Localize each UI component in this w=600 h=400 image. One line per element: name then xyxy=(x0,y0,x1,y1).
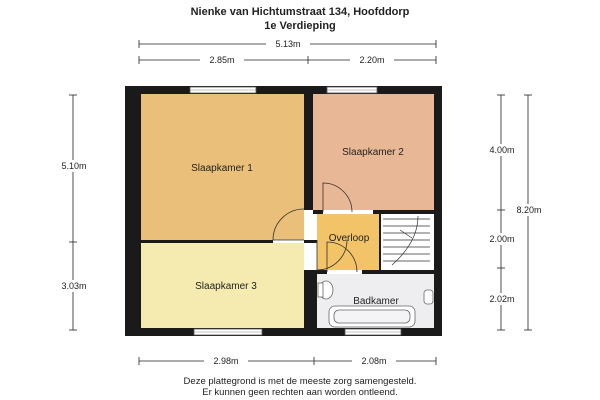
address-title: Nienke van Hichtumstraat 134, Hoofddorp xyxy=(190,6,410,18)
dim-right-total: 8.20m xyxy=(516,205,542,215)
sink xyxy=(424,290,433,304)
label-slaapkamer-3: Slaapkamer 3 xyxy=(195,281,257,292)
label-badkamer: Badkamer xyxy=(353,296,399,307)
dim-bottom-left: 2.98m xyxy=(213,356,239,366)
dim-right-2: 2.00m xyxy=(489,234,515,244)
disclaimer-line-1: Deze plattegrond is met de meeste zorg samengesteld. xyxy=(183,376,417,387)
dim-top-left: 2.85m xyxy=(209,55,235,65)
dim-top-right: 2.20m xyxy=(359,55,385,65)
label-slaapkamer-2: Slaapkamer 2 xyxy=(342,147,404,158)
dim-top-total: 5.13m xyxy=(275,39,301,49)
label-overloop: Overloop xyxy=(328,233,370,244)
room-stairs xyxy=(379,214,434,270)
disclaimer-line-2: Er kunnen geen rechten aan worden ontleend. xyxy=(202,387,398,398)
dim-left-upper: 5.10m xyxy=(61,161,87,171)
floor-title: 1e Verdieping xyxy=(264,20,336,32)
dim-right-3: 2.02m xyxy=(489,294,515,304)
dim-left-lower: 3.03m xyxy=(61,281,87,291)
dim-bottom-right: 2.08m xyxy=(361,356,387,366)
dim-right-1: 4.00m xyxy=(489,145,515,155)
label-slaapkamer-1: Slaapkamer 1 xyxy=(191,163,253,174)
